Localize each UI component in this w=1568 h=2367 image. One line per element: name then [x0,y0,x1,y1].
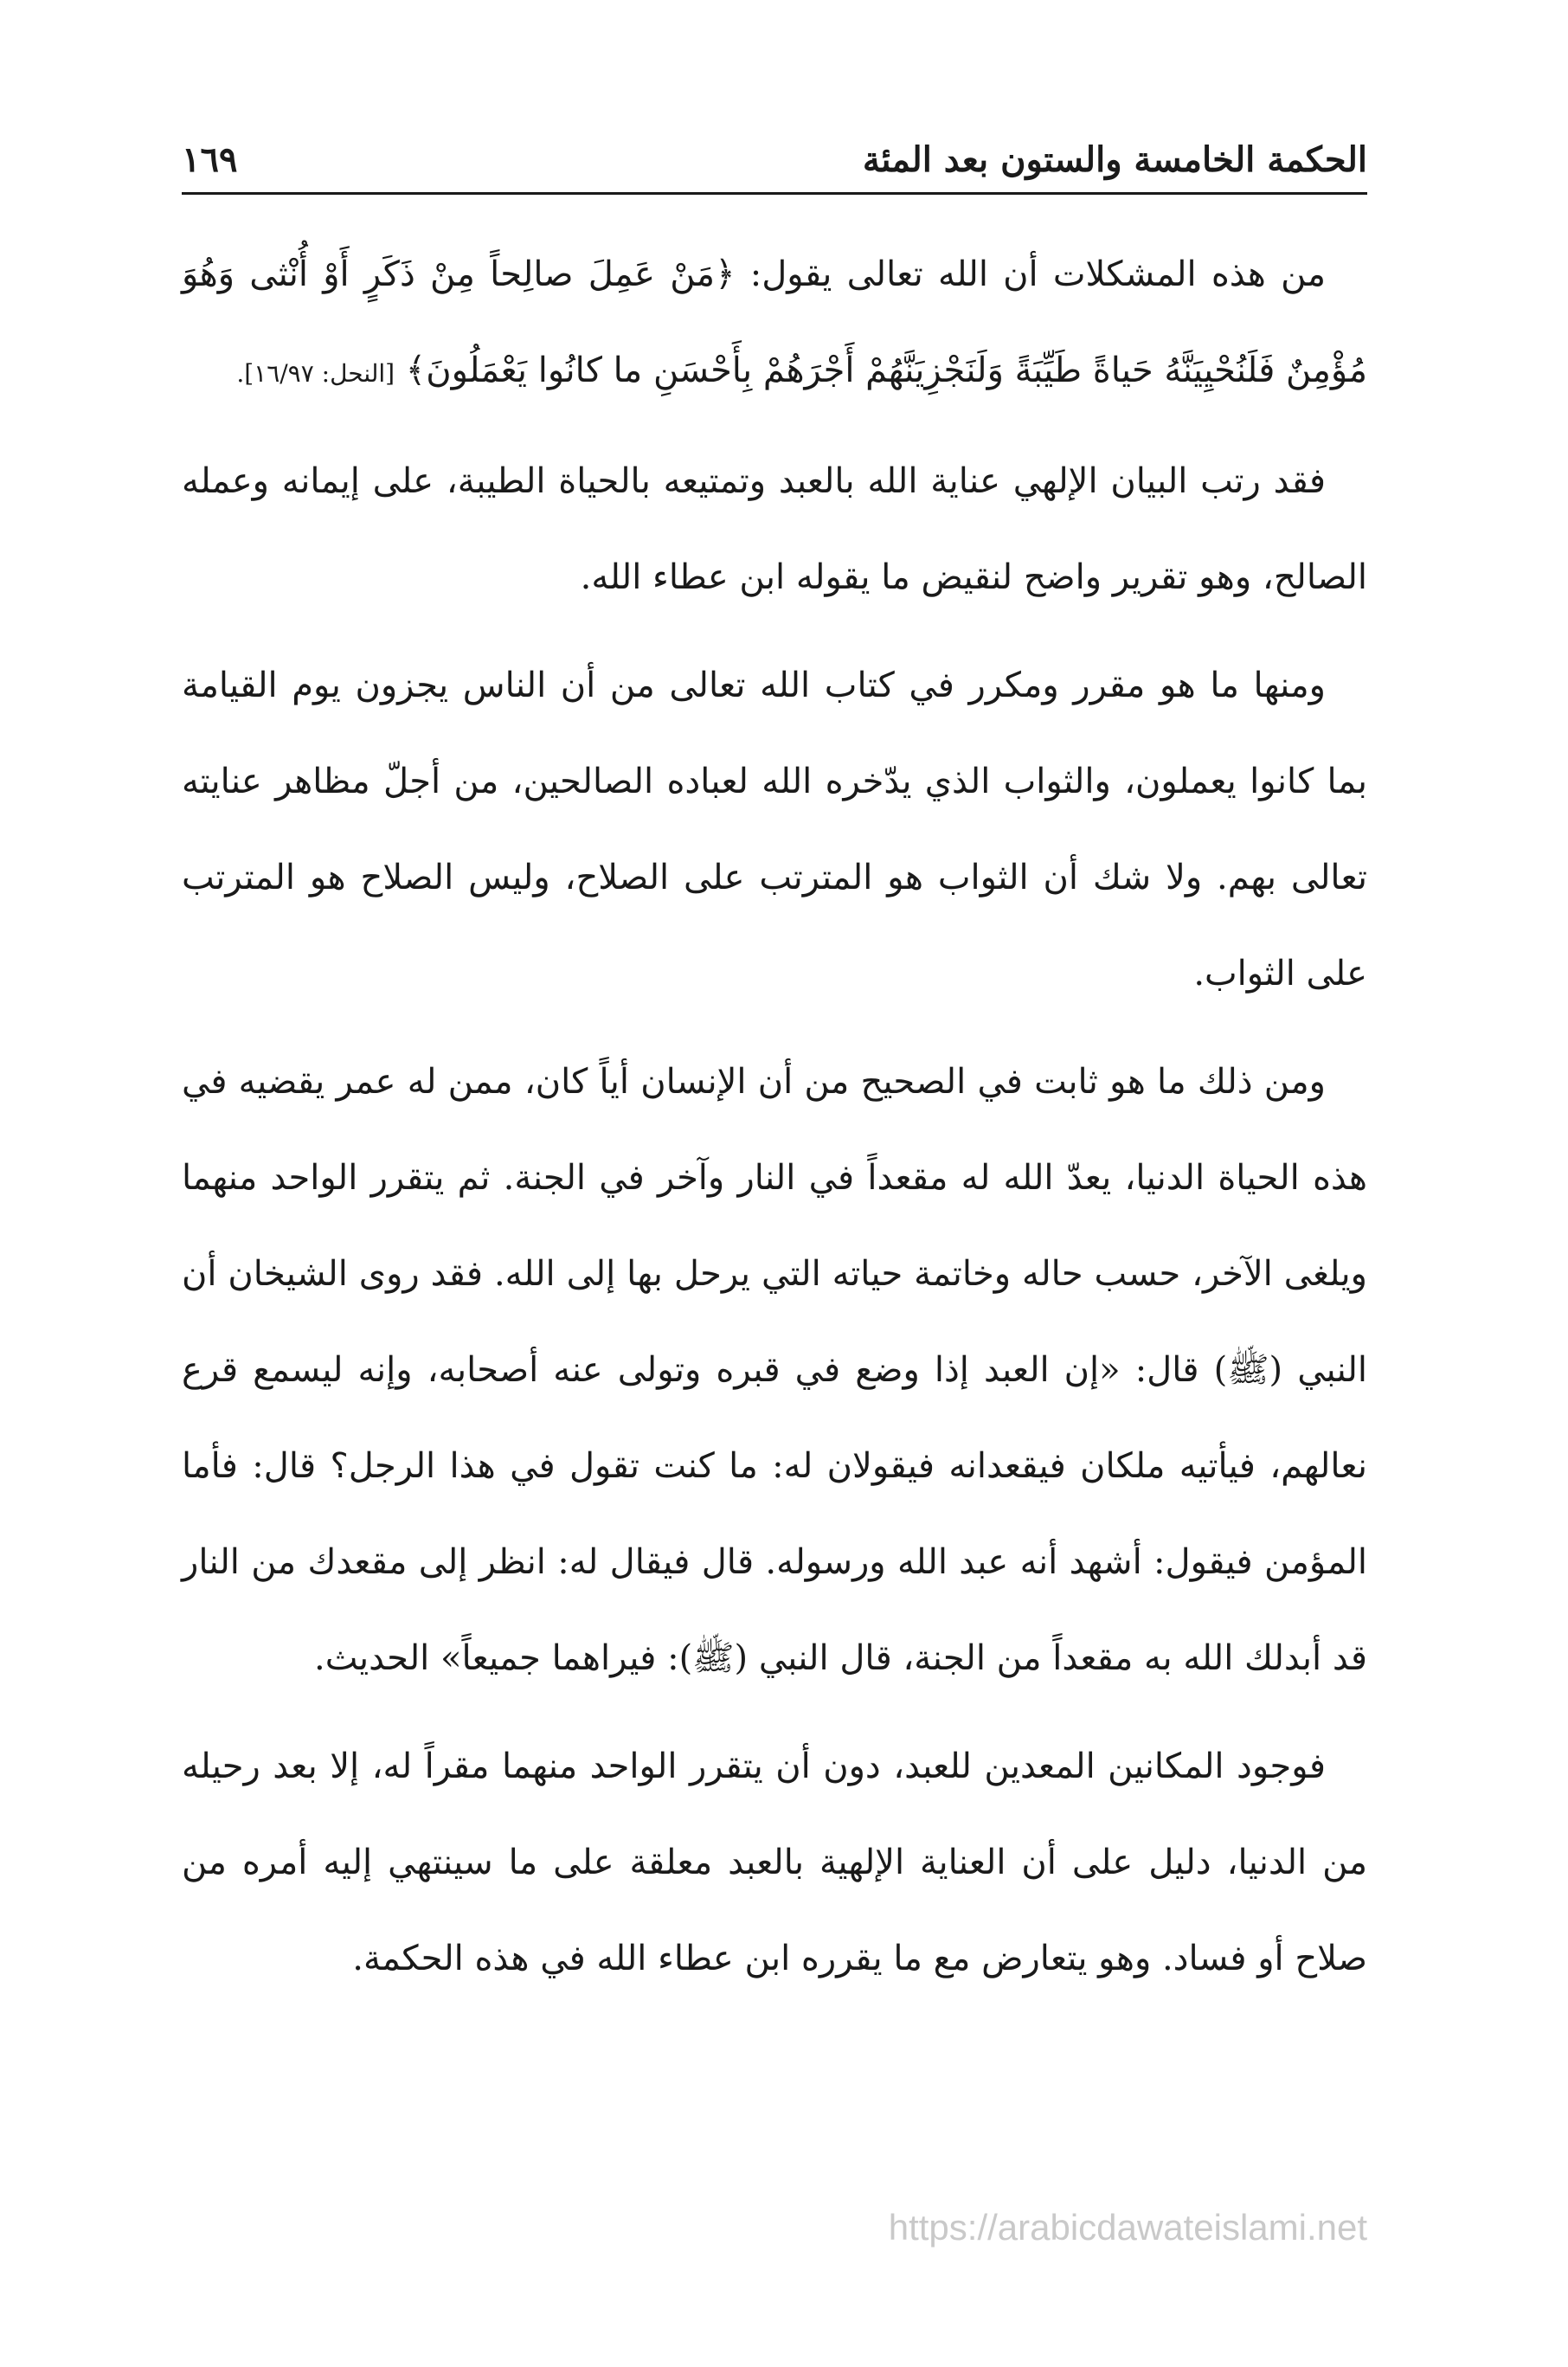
paragraph-4: ومن ذلك ما هو ثابت في الصحيح من أن الإنسان أياً كان، ممن له عمر يقضيه في هذه الحياة الدنيا، يعدّ الله له مقعداً في النار وآخر في الجنة. ثم يتقرر الواحد منهما ويلغى الآخر، حسب حاله وخاتمة حياته التي يرحل بها إلى الله. فقد روى الشيخان أن النبي (ﷺ) قال: «إن العبد إذا وضع في قبره وتولى عنه أصحابه، وإنه ليسمع قرع نعالهم، فيأتيه ملكان فيقعدانه فيقولان له: ما كنت تقول في هذا الرجل؟ قال: فأما المؤمن فيقول: أشهد أنه عبد الله ورسوله. قال فيقال له: انظر إلى مقعدك من النار قد أبدلك الله به مقعداً من الجنة، قال النبي (ﷺ): فيراهما جميعاً» الحديث. [182,1062,1368,1678]
paragraph-2: فقد رتب البيان الإلهي عناية الله بالعبد وتمتيعه بالحياة الطيبة، على إيمانه وعمله الصالح، وهو تقرير واضح لنقيض ما يقوله ابن عطاء الله. [182,461,1367,597]
body-text [182,227,1367,2019]
paragraph-1-text: من هذه المشكلات أن الله تعالى يقول: ﴿مَنْ عَمِلَ صالِحاً مِنْ ذَكَرٍ أَوْ أُنْثى وَهُوَ مُؤْمِنٌ فَلَنُحْيِيَنَّهُ حَياةً طَيِّبَةً وَلَنَجْزِيَنَّهُمْ أَجْرَهُمْ بِأَحْسَنِ ما كانُوا يَعْمَلُونَ﴾ [182,254,1367,390]
header-rule [182,192,1367,195]
paragraph-1 [182,227,1367,421]
paragraph-3: ومنها ما هو مقرر ومكرر في كتاب الله تعالى من أن الناس يجزون يوم القيامة بما كانوا يعملون، والثواب الذي يدّخره الله لعباده الصالحين، من أجلّ مظاهر عنايته تعالى بهم. ولا شك أن الثواب هو المترتب على الصلاح، وليس الصلاح هو المترتب على الثواب. [182,666,1367,994]
watermark-url: https://arabicdawateislami.net [888,2207,1367,2248]
page-header [182,130,1367,190]
page-number: ١٦٩ [182,139,238,180]
paragraph-5: فوجود المكانين المعدين للعبد، دون أن يتقرر الواحد منهما مقراً له، إلا بعد رحيله من الدنيا، دليل على أن العناية الإلهية بالعبد معلقة على ما سينتهي إليه أمره من صلاح أو فساد. وهو يتعارض مع ما يقرره ابن عطاء الله في هذه الحكمة. [182,1746,1367,1978]
running-title: الحكمة الخامسة والستون بعد المئة [862,139,1367,180]
quran-reference: [النحل: ١٦/٩٧]. [236,359,395,388]
